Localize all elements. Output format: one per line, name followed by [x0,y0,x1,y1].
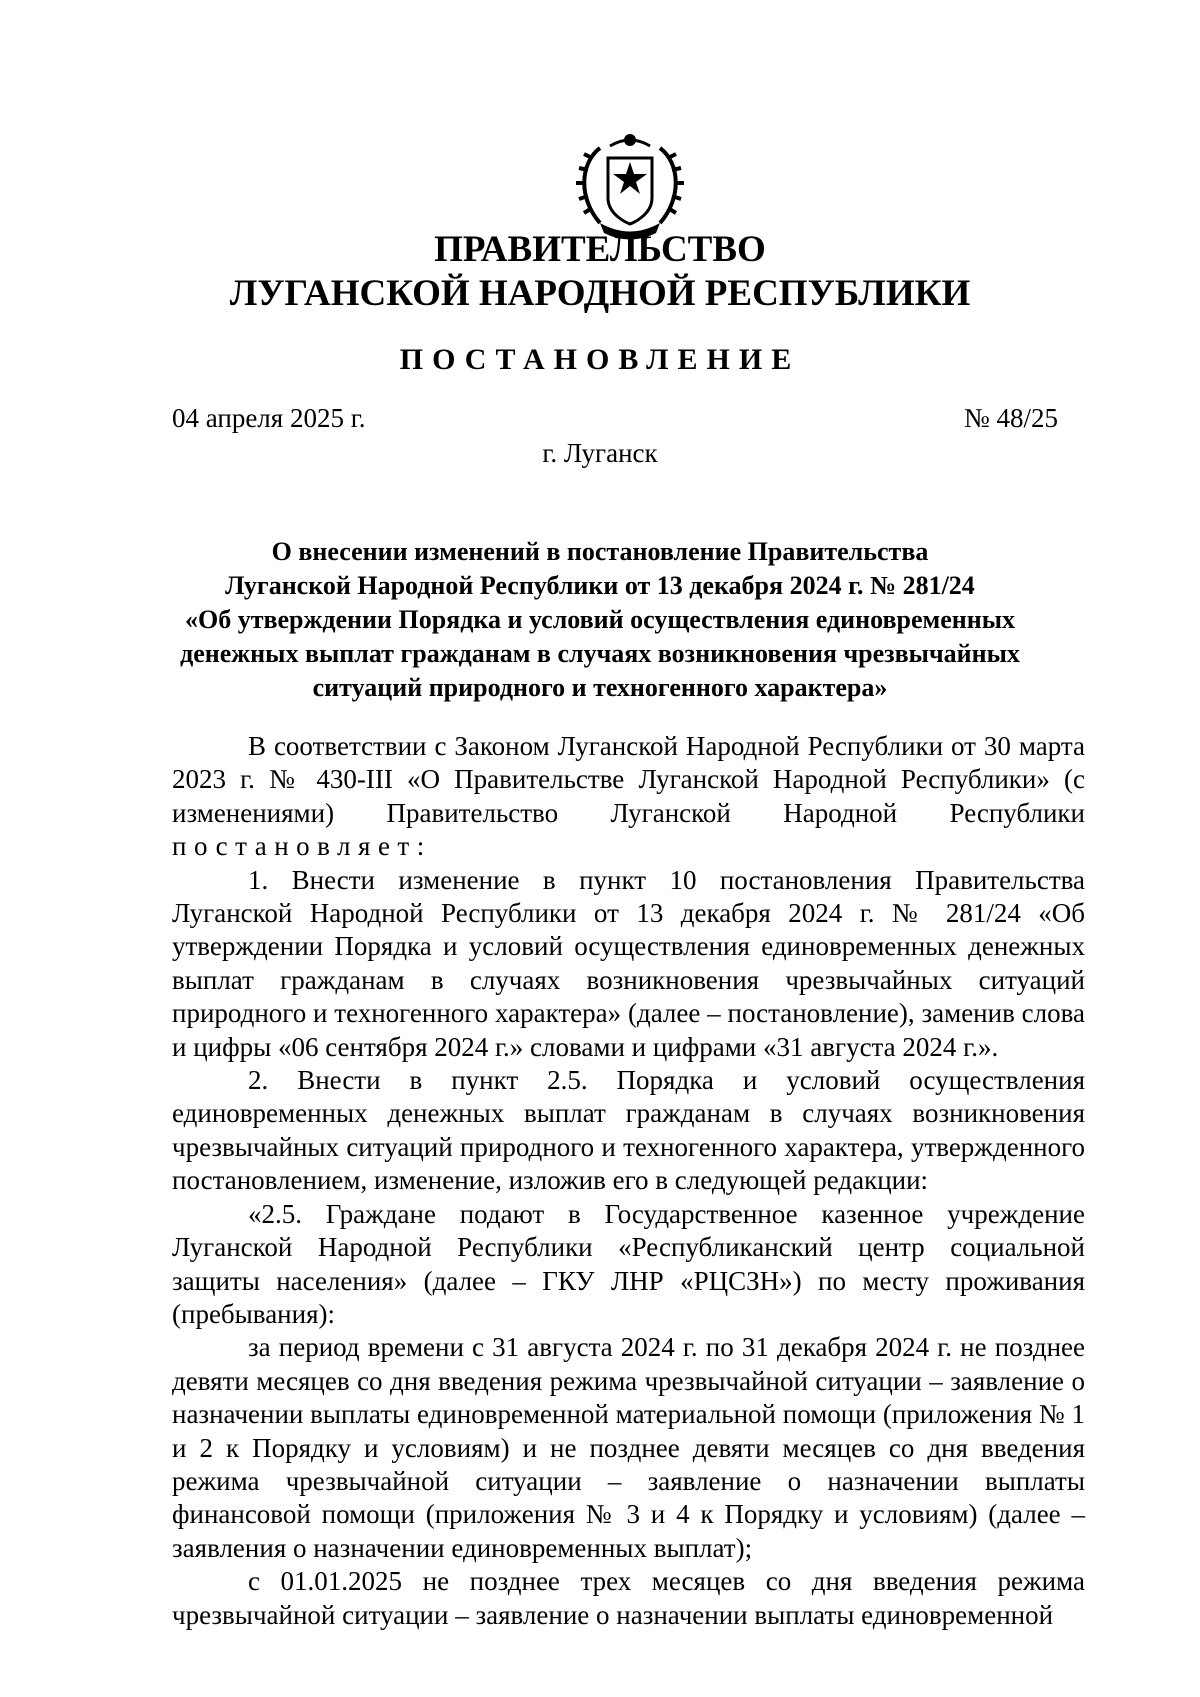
item-2-paragraph: 2. Внести в пункт 2.5. Порядка и условий осуществления единовременных денежных выплат гражданам в случаях возникновения чрезвычайных ситуаций природного и техногенного характера, утвержденного постановлением, изменение, изложив его в следующей редакции: [172,1065,1085,1196]
item-2-5-paragraph: «2.5. Граждане подают в Государственное казенное учреждение Луганской Народной Республики «Республиканский центр социальной защиты населения» (далее – ГКУ ЛНР «РЦСЗН») по месту проживания (пребывания): [172,1198,1085,1329]
period-2-paragraph: с 01.01.2025 не позднее трех месяцев со дня введения режима чрезвычайной ситуации – заявление о назначении выплаты единовременной [172,1566,1085,1630]
document-number: № 48/25 [963,403,1058,433]
government-title [0,228,1200,316]
subject-line: ситуаций природного и техногенного характера» [312,673,888,702]
subject-line: денежных выплат гражданам в случаях возникновения чрезвычайных [180,639,1020,668]
document-subject [160,535,1040,705]
government-title-line1: ПРАВИТЕЛЬСТВО [434,229,766,270]
item-1-paragraph: 1. Внести изменение в пункт 10 постановления Правительства Луганской Народной Республики от 13 декабря 2024 г. № 281/24 «Об утверждении Порядка и условий осуществления единовременных денежных выплат гражданам в случаях возникновения чрезвычайных ситуаций природного и техногенного характера» (далее – постановление), заменив слова и цифры «06 сентября 2024 г.» словами и цифрами «31 августа 2024 г.». [172,864,1085,1062]
document-type: ПОСТАНОВЛЕНИЕ [399,343,801,376]
period-1-paragraph: за период времени с 31 августа 2024 г. по 31 декабря 2024 г. не позднее девяти месяцев со дня введения режима чрезвычайной ситуации – заявление о назначении выплаты единовременной материальной помощи (приложения № 1 и 2 к Порядку и условиям) и не позднее девяти месяцев со дня введения режима чрезвычайной ситуации – заявление о назначении выплаты финансовой помощи (приложения № 3 и 4 к Порядку и условиям) (далее – заявления о назначении единовременных выплат); [172,1332,1085,1563]
decides-word: постановляет: [172,831,432,862]
preamble-paragraph [172,730,1085,864]
document-date: 04 апреля 2025 г. [172,403,366,433]
subject-line: «Об утверждении Порядка и условий осуществления единовременных [184,605,1016,634]
subject-line: О внесении изменений в постановление Правительства [271,537,929,566]
government-title-line2: ЛУГАНСКОЙ НАРОДНОЙ РЕСПУБЛИКИ [229,273,971,314]
document-city: г. Луганск [542,438,658,468]
document-body [172,730,1085,1632]
subject-line: Луганской Народной Республики от 13 декабря 2024 г. № 281/24 [225,571,975,600]
preamble-text: В соответствии с Законом Луганской Народной Республики от 30 марта 2023 г. № 430-III «О Правительстве Луганской Народной Республики» (с изменениями) Правительство Луганской Народной Республики [172,731,1085,828]
